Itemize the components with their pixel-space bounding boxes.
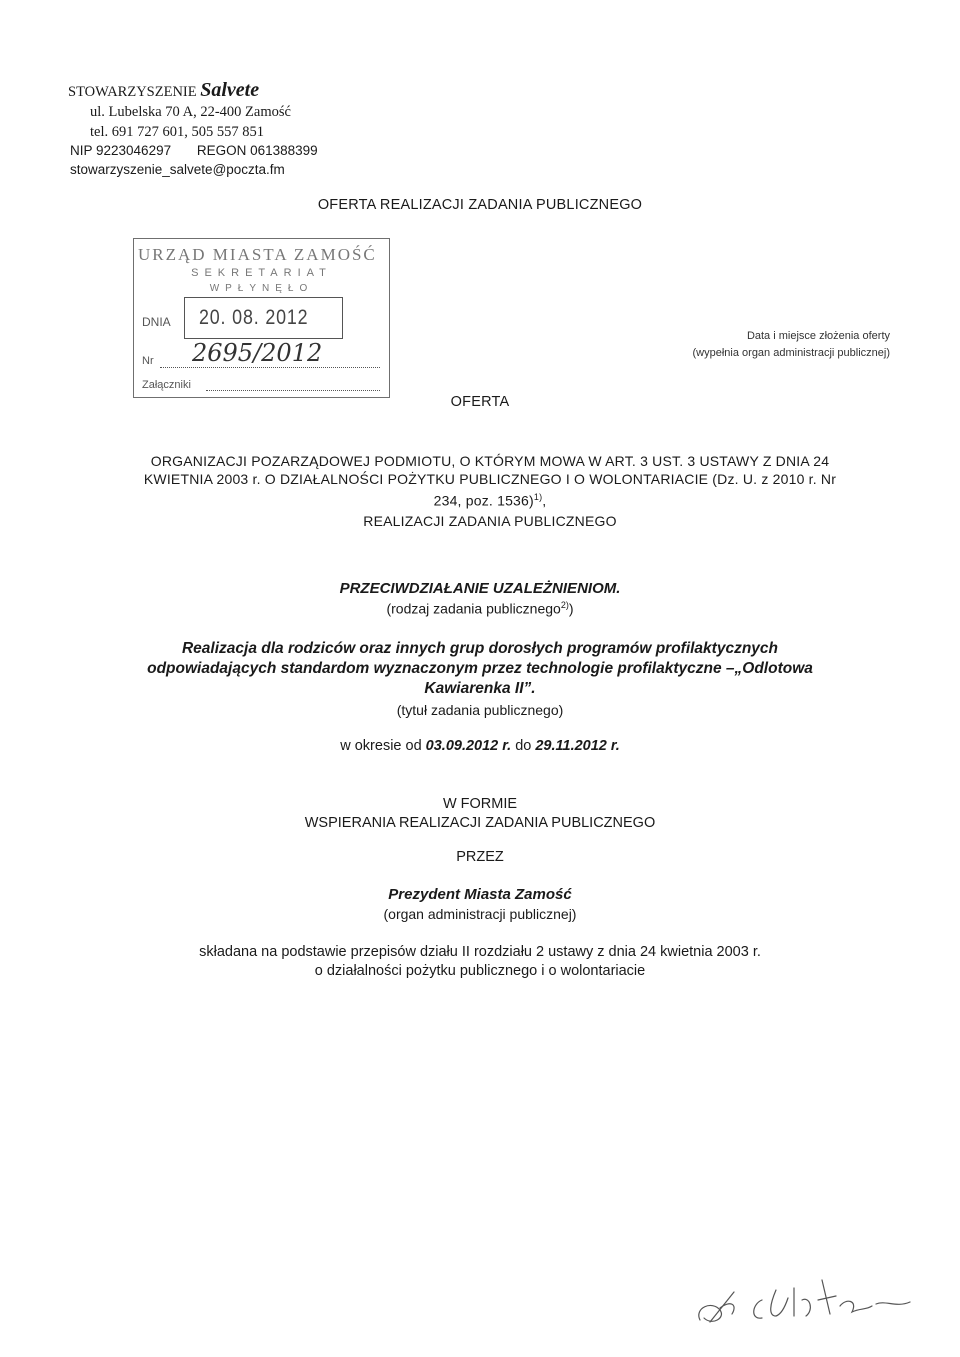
organization-email: stowarzyszenie_salvete@poczta.fm	[70, 162, 285, 177]
organization-phone: tel. 691 727 601, 505 557 851	[90, 124, 264, 140]
period-to: 29.11.2012 r.	[535, 738, 620, 754]
organization-prefix: STOWARZYSZENIE	[68, 84, 197, 100]
organization-regon: REGON 061388399	[196, 143, 318, 158]
stamp-date-box	[184, 297, 343, 339]
filing-note-line-2: (wypełnia organ administracji publicznej)	[692, 347, 890, 359]
legal-basis-line-2: o działalności pożytku publicznego i o wolontariacie	[314, 963, 646, 979]
organization-nip: NIP 9223046297	[70, 143, 172, 158]
law-text	[60, 452, 920, 530]
law-text-line-2: KWIETNIA 2003 r. O DZIAŁALNOŚCI POŻYTKU PUBLICZNEGO I O WOLONTARIACIE (Dz. U. z 2010 r. Nr	[143, 471, 837, 487]
form-section-line-2: WSPIERANIA REALIZACJI ZADANIA PUBLICZNEGO	[304, 815, 656, 831]
law-text-line-4: REALIZACJI ZADANIA PUBLICZNEGO	[363, 512, 617, 529]
legal-basis	[100, 943, 860, 981]
organization-ids	[70, 141, 318, 161]
organization-address: ul. Lubelska 70 A, 22-400 Zamość	[90, 104, 291, 120]
form-section-line-1: W FORMIE	[442, 796, 518, 812]
task-type-caption	[180, 600, 780, 617]
filing-note-line-1: Data i miejsce złożenia oferty	[746, 330, 890, 342]
law-citation-suffix: ,	[542, 492, 547, 509]
law-text-line-1: ORGANIZACJI POZARZĄDOWEJ PODMIOTU, O KTÓRYM MOWA W ART. 3 UST. 3 USTAWY Z DNIA 24	[150, 453, 830, 469]
stamp-date-label: DNIA	[142, 315, 171, 329]
registration-stamp	[133, 238, 390, 398]
period	[180, 738, 780, 754]
stamp-title: URZĄD MIASTA ZAMOŚĆ	[138, 245, 377, 264]
task-type-value: PRZECIWDZIAŁANIE UZALEŻNIENIOM.	[339, 580, 621, 597]
authority-name: Prezydent Miasta Zamość	[388, 886, 572, 903]
task-title-line-2: odpowiadających standardom wyznaczonym przez technologie profilaktyczne –„Odlotowa	[147, 660, 813, 677]
stamp-nr-value: 2695/2012	[192, 339, 323, 367]
stamp-date-value: 20. 08. 2012	[199, 306, 309, 329]
organization-name	[68, 80, 259, 102]
period-middle: do	[515, 738, 532, 754]
stamp-nr-label: Nr	[142, 355, 154, 367]
filing-note	[600, 328, 890, 362]
task-type-footnote-marker: 2)	[560, 600, 569, 610]
task-title-caption: (tytuł zadania publicznego)	[396, 702, 564, 718]
stamp-line-2: SEKRETARIAT	[191, 267, 332, 279]
authority-caption: (organ administracji publicznej)	[383, 906, 577, 922]
task-title-line-1: Realizacja dla rodziców oraz innych grup dorosłych programów profilaktycznych	[181, 640, 779, 657]
stamp-line-3: WPŁYNĘŁO	[209, 283, 314, 294]
law-text-line-3	[60, 488, 920, 510]
oferta-heading: OFERTA	[450, 394, 510, 410]
legal-basis-line-1: składana na podstawie przepisów działu II rozdziału 2 ustawy z dnia 24 kwietnia 2003 r.	[199, 944, 761, 960]
task-type-caption-text: (rodzaj zadania publicznego	[386, 600, 561, 617]
law-citation: 234, poz. 1536)	[433, 492, 534, 509]
period-from: 03.09.2012 r.	[425, 738, 512, 754]
form-title: OFERTA REALIZACJI ZADANIA PUBLICZNEGO	[317, 197, 643, 213]
period-prefix: w okresie od	[340, 738, 422, 754]
organization-brand: Salvete	[200, 79, 260, 101]
task-title-line-3: Kawiarenka II”.	[424, 680, 536, 697]
task-type-caption-suffix: )	[568, 600, 574, 617]
stamp-nr-line	[160, 367, 380, 368]
stamp-attachments-line	[206, 390, 380, 391]
law-footnote-marker: 1)	[533, 492, 543, 502]
handwritten-signature	[690, 1270, 930, 1350]
form-section-by: PRZEZ	[456, 849, 504, 865]
task-title	[90, 639, 870, 699]
stamp-attachments-label: Załączniki	[142, 379, 191, 391]
form-section	[180, 795, 780, 833]
